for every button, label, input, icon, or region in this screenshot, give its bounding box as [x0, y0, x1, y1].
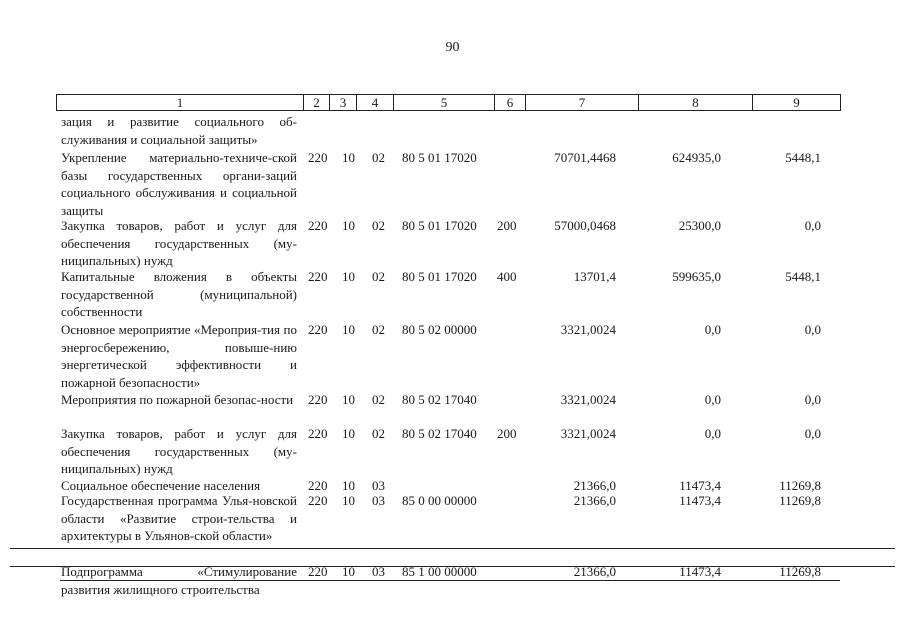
cell-col-7: 13701,4 — [573, 269, 616, 284]
row-name: Основное мероприятие «Мероприя-тия по энергосбережению, повыше-нию энергетической эффективности и пожарной безопасности» — [61, 322, 297, 390]
cell-col-9: 0,0 — [804, 392, 821, 407]
row-name: Укрепление материально-техниче-ской базы государственных органи-заций социального обслуживания и социальной защиты — [61, 150, 297, 218]
cell-col-8: 11473,4 — [679, 564, 721, 579]
page-number: 90 — [445, 40, 460, 55]
header-col-5: 5 — [394, 95, 495, 110]
cell-col-7: 57000,0468 — [554, 218, 616, 233]
cell-col-7: 21366,0 — [573, 493, 616, 508]
cell-col-8: 11473,4 — [679, 493, 721, 508]
cell-col-8: 11473,4 — [679, 478, 721, 493]
cell-col-3: 10 — [342, 493, 355, 508]
cell-col-6: 400 — [497, 269, 517, 284]
cell-col-7: 21366,0 — [573, 478, 616, 493]
row-name: Подпрограмма «Стимулирование развития жилищного строительства — [61, 564, 297, 597]
cell-col-2: 220 — [308, 478, 328, 493]
header-col-2: 2 — [304, 95, 330, 110]
row-name: Социальное обеспечение населения — [61, 478, 261, 493]
cell-col-8: 0,0 — [704, 322, 721, 337]
cell-col-3: 10 — [342, 150, 355, 165]
row-name: Государственная программа Улья-новской области «Развитие строи-тельства и архитектуры в Ульянов-ской области» — [61, 493, 297, 544]
cell-col-5: 80 5 02 00000 — [402, 322, 477, 337]
cell-col-9: 0,0 — [804, 218, 821, 233]
cell-col-9: 11269,8 — [779, 493, 821, 508]
cell-col-2: 220 — [308, 150, 328, 165]
cell-col-2: 220 — [308, 426, 328, 441]
cell-col-4: 02 — [372, 269, 385, 284]
cell-col-5: 80 5 01 17020 — [402, 269, 477, 284]
cell-col-4: 02 — [372, 426, 385, 441]
cell-col-5: 80 5 02 17040 — [402, 392, 477, 407]
header-col-7: 7 — [526, 95, 639, 110]
cell-col-2: 220 — [308, 493, 328, 508]
cell-col-6: 200 — [497, 426, 517, 441]
cell-col-7: 3321,0024 — [560, 322, 616, 337]
row-name: зация и развитие социального об-служивания и социальной защиты» — [61, 114, 297, 147]
row-name: Закупка товаров, работ и услуг для обеспечения государственных (му-ниципальных) нужд — [61, 426, 297, 477]
cell-col-9: 5448,1 — [785, 150, 821, 165]
header-col-9: 9 — [793, 95, 800, 110]
cell-col-2: 220 — [308, 322, 328, 337]
cell-col-3: 10 — [342, 392, 355, 407]
cell-col-4: 03 — [372, 564, 385, 579]
cell-col-3: 10 — [342, 564, 355, 579]
cell-col-3: 10 — [342, 269, 355, 284]
cell-col-3: 10 — [342, 426, 355, 441]
cell-col-5: 85 1 00 00000 — [402, 564, 477, 579]
table-header — [56, 94, 841, 111]
header-col-3: 3 — [330, 95, 357, 110]
cell-col-4: 02 — [372, 150, 385, 165]
cell-col-4: 03 — [372, 493, 385, 508]
cell-col-8: 0,0 — [704, 426, 721, 441]
cell-col-9: 0,0 — [804, 322, 821, 337]
cell-col-2: 220 — [308, 564, 328, 579]
cell-col-7: 70701,4468 — [554, 150, 616, 165]
cell-col-6: 200 — [497, 218, 517, 233]
cell-col-9: 11269,8 — [779, 478, 821, 493]
cell-col-5: 80 5 02 17040 — [402, 426, 477, 441]
cell-col-8: 624935,0 — [672, 150, 721, 165]
cell-col-9: 0,0 — [804, 426, 821, 441]
cell-col-9: 11269,8 — [779, 564, 821, 579]
header-col-4: 4 — [357, 95, 394, 110]
page-break-line — [10, 548, 895, 549]
cell-col-4: 02 — [372, 218, 385, 233]
header-col-6: 6 — [495, 95, 526, 110]
cell-col-2: 220 — [308, 392, 328, 407]
cell-col-8: 25300,0 — [678, 218, 721, 233]
cell-col-2: 220 — [308, 218, 328, 233]
cell-col-5: 80 5 01 17020 — [402, 150, 477, 165]
cell-col-7: 3321,0024 — [560, 426, 616, 441]
cell-col-5: 85 0 00 00000 — [402, 493, 477, 508]
cell-col-2: 220 — [308, 269, 328, 284]
row-name: Мероприятия по пожарной безопас-ности — [61, 392, 294, 407]
strike-through-line — [60, 580, 840, 581]
row-name: Закупка товаров, работ и услуг для обеспечения государственных (му-ниципальных) нужд — [61, 218, 297, 269]
cell-col-3: 10 — [342, 478, 355, 493]
cell-col-9: 5448,1 — [785, 269, 821, 284]
cell-col-3: 10 — [342, 218, 355, 233]
cell-col-4: 02 — [372, 392, 385, 407]
cell-col-7: 21366,0 — [573, 564, 616, 579]
row-name: Капитальные вложения в объекты государственной (муниципальной) собственности — [61, 269, 297, 320]
header-col-1: 1 — [57, 95, 304, 110]
cell-col-7: 3321,0024 — [560, 392, 616, 407]
cell-col-4: 02 — [372, 322, 385, 337]
cell-col-8: 0,0 — [704, 392, 721, 407]
cell-col-3: 10 — [342, 322, 355, 337]
cell-col-8: 599635,0 — [672, 269, 721, 284]
cell-col-5: 80 5 01 17020 — [402, 218, 477, 233]
header-col-8: 8 — [639, 95, 753, 110]
cell-col-4: 03 — [372, 478, 385, 493]
